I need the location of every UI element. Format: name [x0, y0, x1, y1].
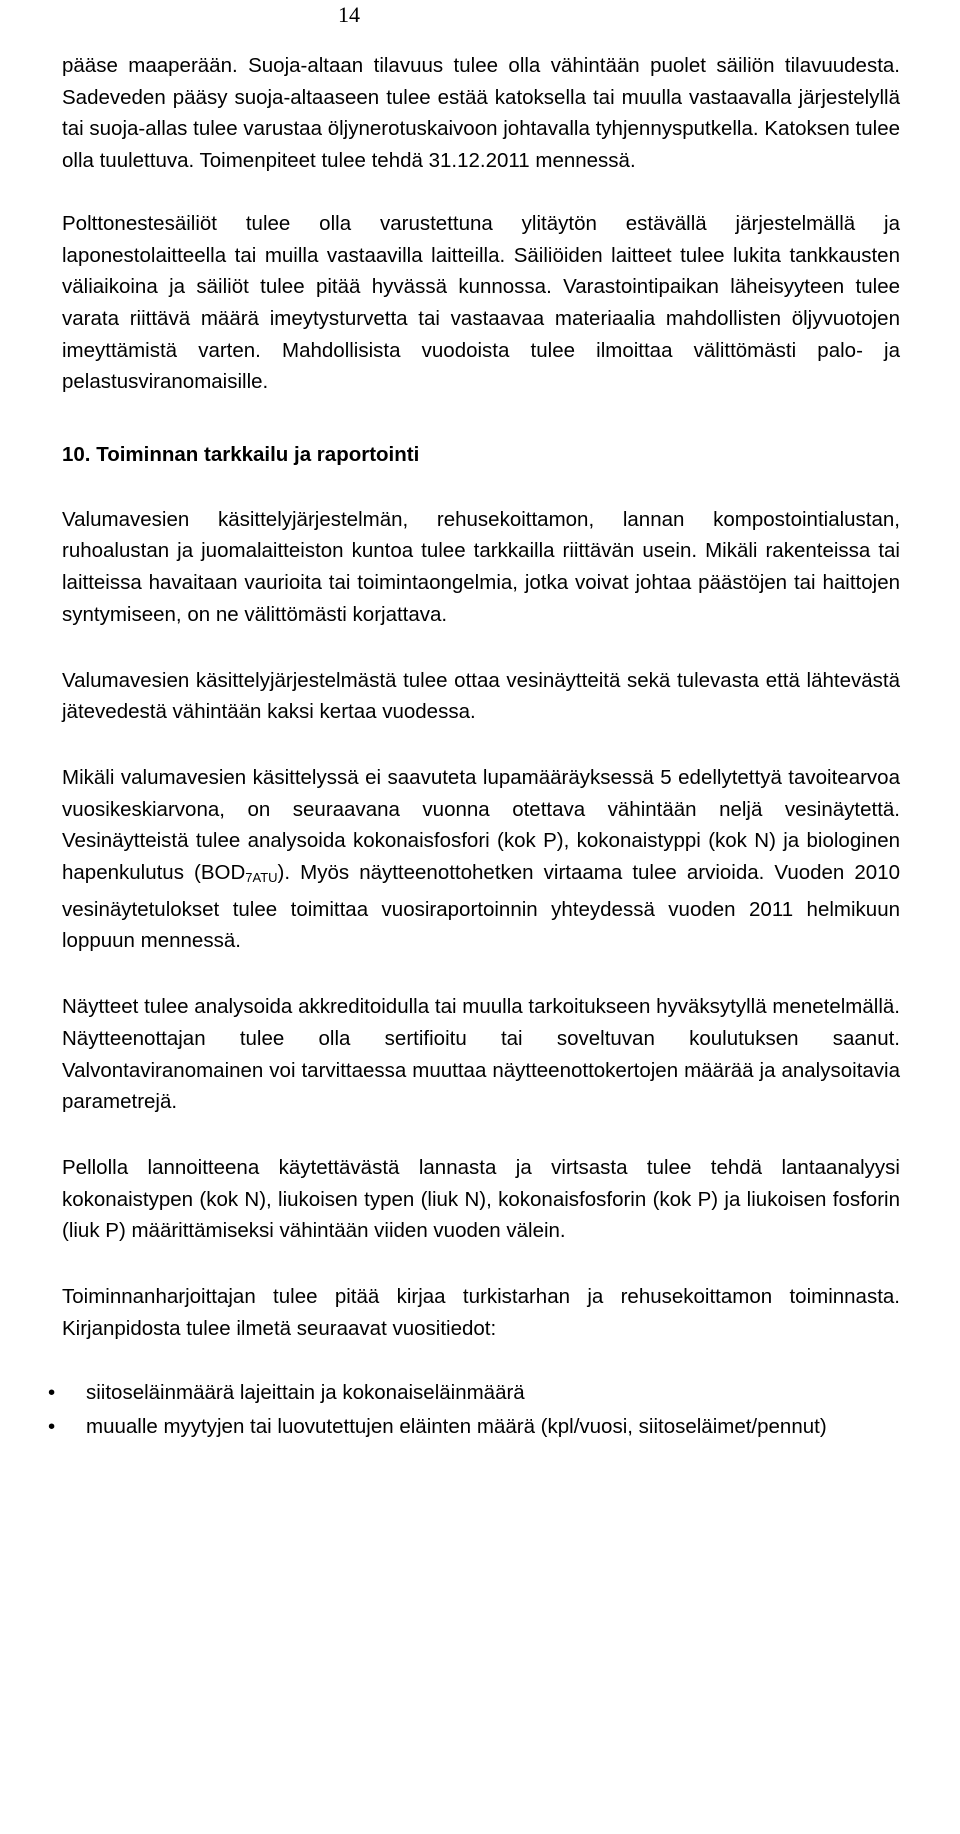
paragraph-water-samples: Valumavesien käsittelyjärjestelmästä tulee ottaa vesinäytteitä sekä tulevasta että lähtevästä jätevedestä vähintään kaksi kertaa vuodessa.	[62, 668, 900, 724]
paragraph-storage-tank-basin: pääse maaperään. Suoja-altaan tilavuus tulee olla vähintään puolet säiliön tilavuudesta. Sadeveden pääsy suoja-altaaseen tulee estää katoksella tai muulla vastaavalla järjestelyllä tai suoja-allas tulee varustaa öljynerotuskaivoon johtavalla tyhjennysputkella. Katoksen tulee olla tuulettuva. Toimenpiteet tulee tehdä 31.12.2011 mennessä.	[62, 54, 900, 173]
section-heading: 10. Toiminnan tarkkailu ja raportointi	[62, 443, 420, 467]
paragraph-fuel-tanks: Polttonestesäiliöt tulee olla varustettuna ylitäytön estävällä järjestelmällä ja laponestolaitteella tai muilla vastaavilla laitteilla. Säiliöiden laitteet tulee lukita tankkausten väliaikoina ja säiliöt tulee pitää hyvässä kunnossa. Varastointipaikan läheisyyteen tulee varata riittävä määrä imeytysturvetta tai vastaavaa materiaalia mahdollisten öljyvuotojen imeyttämistä varten. Mahdollisista vuodoista tulee ilmoittaa välittömästi palo- ja pelastusviranomaisille.	[62, 211, 900, 394]
paragraph-record-keeping: Toiminnanharjoittajan tulee pitää kirjaa turkistarhan ja rehusekoittamon toiminnasta. Kirjanpidosta tulee ilmetä seuraavat vuositiedot:	[62, 1285, 900, 1340]
paragraph-target-values-part2: ). Myös näytteenottohetken virtaama tulee arvioida. Vuoden 2010 vesinäytetulokset tulee toimittaa vuosiraportoinnin yhteydessä vuoden 2011 helmikuun loppuun mennessä.	[62, 861, 900, 953]
list-item-text: siitoseläinmäärä lajeittain ja kokonaiseläinmäärä	[86, 1380, 525, 1404]
paragraph-sample-analysis: Näytteet tulee analysoida akkreditoidulla tai muulla tarkoitukseen hyväksytyllä menetelmällä. Näytteenottajan tulee olla sertifioitu tai soveltuvan koulutuksen saanut. Valvontaviranomainen voi tarvittaessa muuttaa näytteenottokertojen määrää ja analysoitavia parametrejä.	[62, 995, 900, 1114]
paragraph-target-values	[62, 762, 900, 957]
bullet-icon: •	[48, 1415, 56, 1439]
list-item-text: muualle myytyjen tai luovutettujen eläinten määrä (kpl/vuosi, siitoseläimet/pennut)	[86, 1415, 827, 1439]
bod-subscript: 7ATU	[245, 870, 278, 886]
list-item	[48, 1411, 900, 1443]
bullet-icon: •	[48, 1380, 56, 1404]
paragraph-manure-analysis: Pellolla lannoitteena käytettävästä lannasta ja virtsasta tulee tehdä lantaanalyysi kokonaistypen (kok N), liukoisen typen (liuk N), kokonaisfosforin (kok P) ja liukoisen fosforin (liuk P) määrittämiseksi vähintään viiden vuoden välein.	[62, 1155, 900, 1243]
annual-data-list	[48, 1377, 900, 1443]
document-body	[48, 50, 900, 1443]
paragraph-monitoring: Valumavesien käsittelyjärjestelmän, rehusekoittamon, lannan kompostointialustan, ruhoalustan ja juomalaitteiston kuntoa tulee tarkkailla riittävän usein. Mikäli rakenteissa tai laitteissa havaitaan vaurioita tai toimintaongelmia, jotka voivat johtaa päästöjen tai haittojen syntymiseen, on ne välittömästi korjattava.	[62, 507, 900, 626]
paragraph-target-values-part1: Mikäli valumavesien käsittelyssä ei saavuteta lupamääräyksessä 5 edellytettyä tavoitearvoa vuosikeskiarvona, on seuraavana vuonna otettava vähintään neljä vesinäytettä. Vesinäytteistä tulee analysoida kokonaisfosfori (kok P), kokonaistyppi (kok N) ja biologinen hapenkulutus (BOD	[62, 765, 900, 885]
list-item	[48, 1377, 900, 1409]
page-number: 14	[338, 2, 360, 27]
